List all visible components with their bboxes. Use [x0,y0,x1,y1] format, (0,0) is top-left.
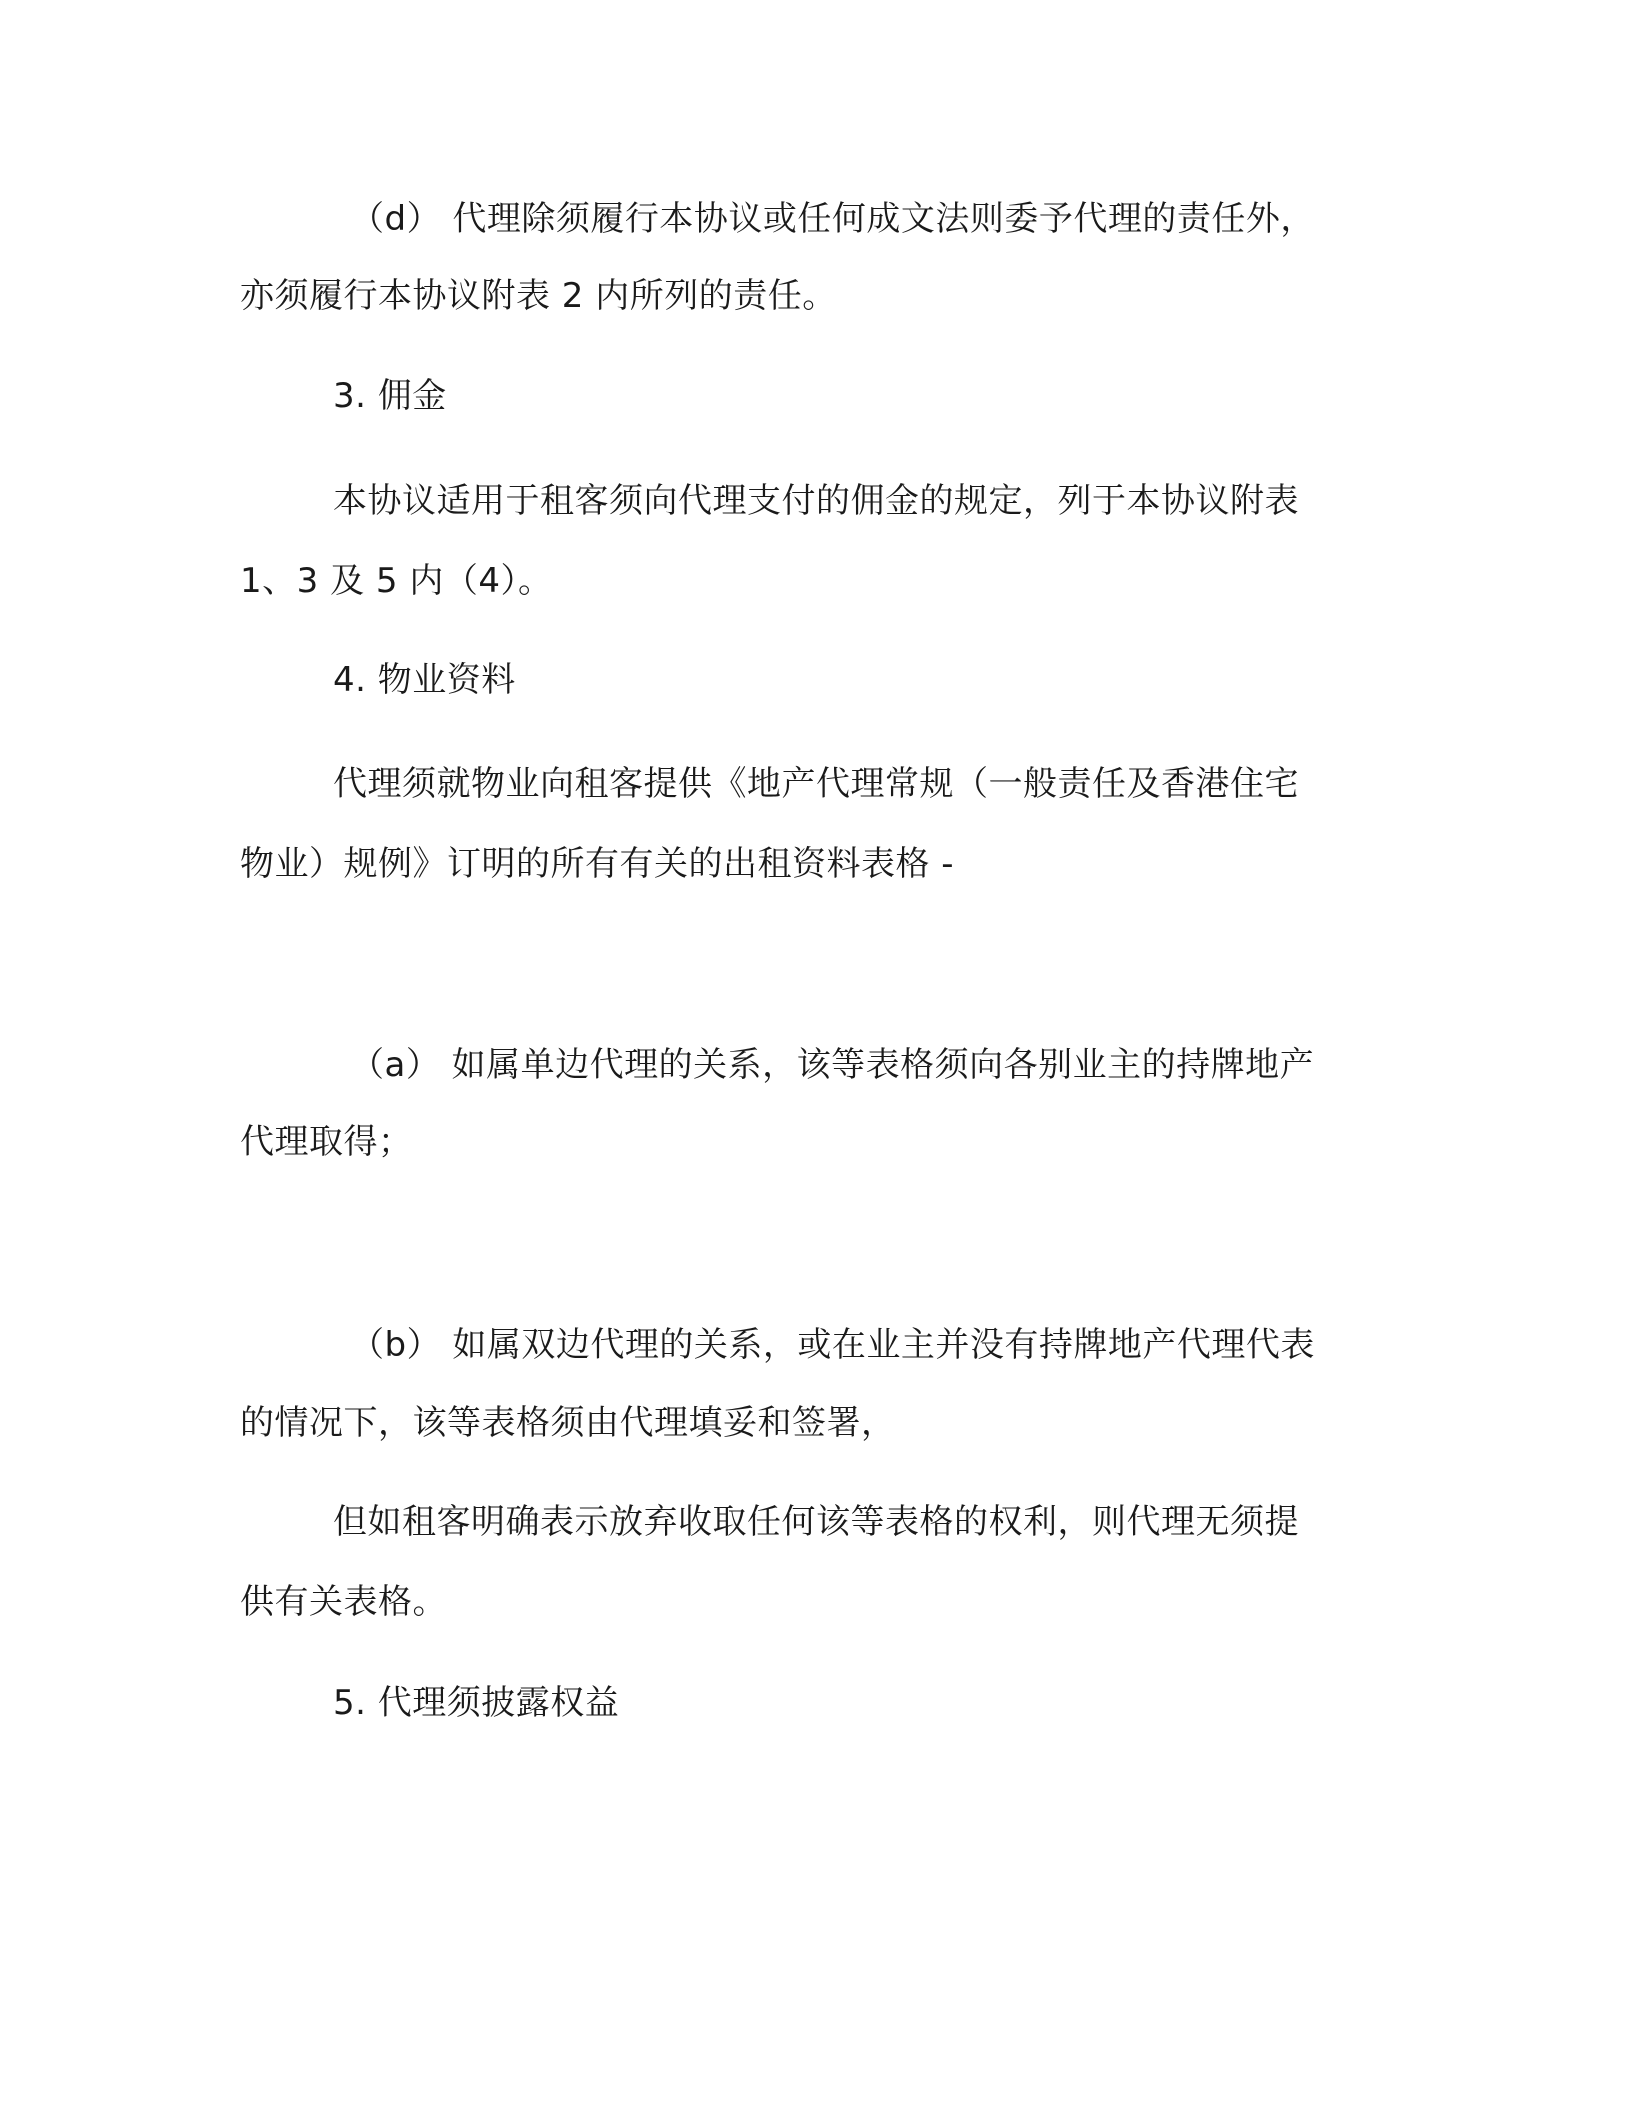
clause-4b-line-2: 的情况下，该等表格须由代理填妥和签署， [240,1403,896,1443]
clause-4-line-2: 物业）规例》订明的所有有关的出租资料表格 - [240,844,955,884]
clause-3-line-1: 本协议适用于租客须向代理支付的佣金的规定，列于本协议附表 [333,481,1299,521]
section-heading-property-info: 4. 物业资料 [333,660,516,700]
clause-3-line-2: 1、3 及 5 内（4）。 [240,561,553,601]
clause-2d-line-1: （d） 代理除须履行本协议或任何成文法则委予代理的责任外， [350,199,1315,239]
clause-4b-line-1: （b） 如属双边代理的关系，或在业主并没有持牌地产代理代表 [350,1325,1315,1365]
section-heading-disclosure: 5. 代理须披露权益 [333,1683,620,1723]
clause-2d-line-2: 亦须履行本协议附表 2 内所列的责任。 [240,276,837,316]
clause-4-proviso-line-2: 供有关表格。 [240,1582,447,1622]
clause-4a-line-1: （a） 如属单边代理的关系，该等表格须向各别业主的持牌地产 [350,1045,1315,1085]
clause-4a-line-2: 代理取得； [240,1122,413,1162]
clause-4-proviso-line-1: 但如租客明确表示放弃收取任何该等表格的权利，则代理无须提 [333,1502,1299,1542]
clause-4-line-1: 代理须就物业向租客提供《地产代理常规（一般责任及香港住宅 [333,764,1299,804]
section-heading-commission: 3. 佣金 [333,376,447,416]
